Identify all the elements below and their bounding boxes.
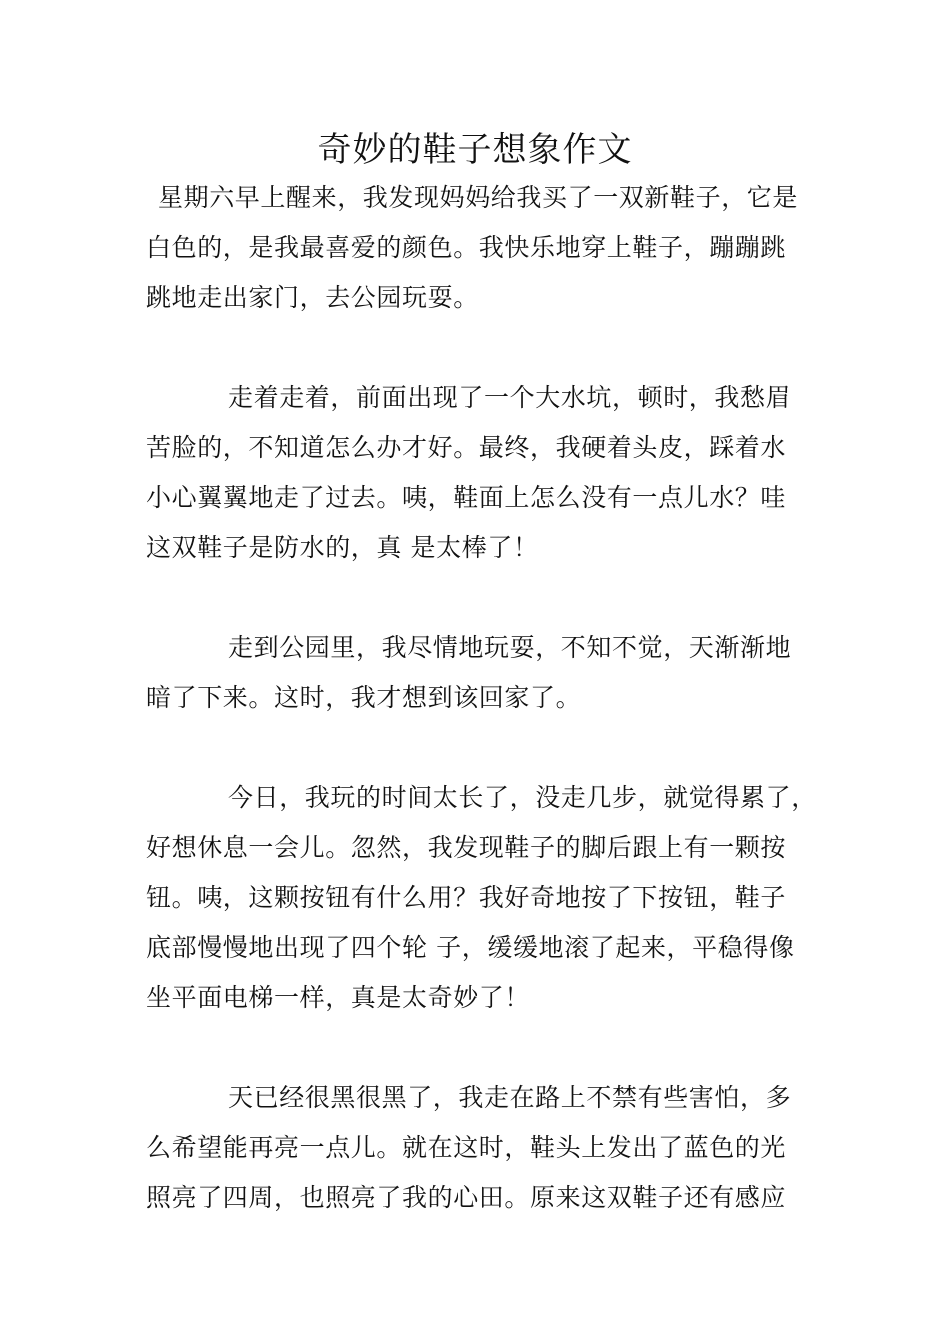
paragraph-4-line-1: 今日，我玩的时间太长了，没走几步，就觉得累了， [228,783,817,812]
paragraph-3-line-1: 走到公园里，我尽情地玩耍，不知不觉，天渐渐地 [228,633,792,662]
paragraph-2-line-1: 走着走着，前面出现了一个大水坑，顿时，我愁眉 [228,383,792,412]
paragraph-4-line-3: 钮。咦，这颗按钮有什么用？我好奇地按了下按钮，鞋子 [146,883,787,912]
paragraph-2-line-3: 小心翼翼地走了过去。咦，鞋面上怎么没有一点儿水？哇 [146,483,787,512]
paragraph-1-line-3: 跳地走出家门，去公园玩耍。 [146,283,479,312]
paragraph-1-line-2: 白色的，是我最喜爱的颜色。我快乐地穿上鞋子，蹦蹦跳 [146,233,787,262]
paragraph-4-line-4: 底部慢慢地出现了四个轮 子，缓缓地滚了起来，平稳得像 [146,933,795,962]
paragraph-5-line-2: 么希望能再亮一点儿。就在这时，鞋头上发出了蓝色的光 [146,1133,787,1162]
document-title: 奇妙的鞋子想象作文 [317,130,633,170]
paragraph-4-line-5: 坐平面电梯一样，真是太奇妙了！ [146,983,531,1012]
paragraph-3-line-2: 暗了下来。这时，我才想到该回家了。 [146,683,582,712]
paragraph-2-line-4: 这双鞋子是防水的，真 是太棒了！ [146,533,539,562]
paragraph-1-line-1: 星期六早上醒来，我发现妈妈给我买了一双新鞋子，它是 [158,183,799,212]
paragraph-2-line-2: 苦脸的，不知道怎么办才好。最终，我硬着头皮，踩着水 [146,433,787,462]
paragraph-5-line-1: 天已经很黑很黑了，我走在路上不禁有些害怕，多 [228,1083,792,1112]
paragraph-4-line-2: 好想休息一会儿。忽然，我发现鞋子的脚后跟上有一颗按 [146,833,787,862]
paragraph-5-line-3: 照亮了四周，也照亮了我的心田。原来这双鞋子还有感应 [146,1183,787,1212]
